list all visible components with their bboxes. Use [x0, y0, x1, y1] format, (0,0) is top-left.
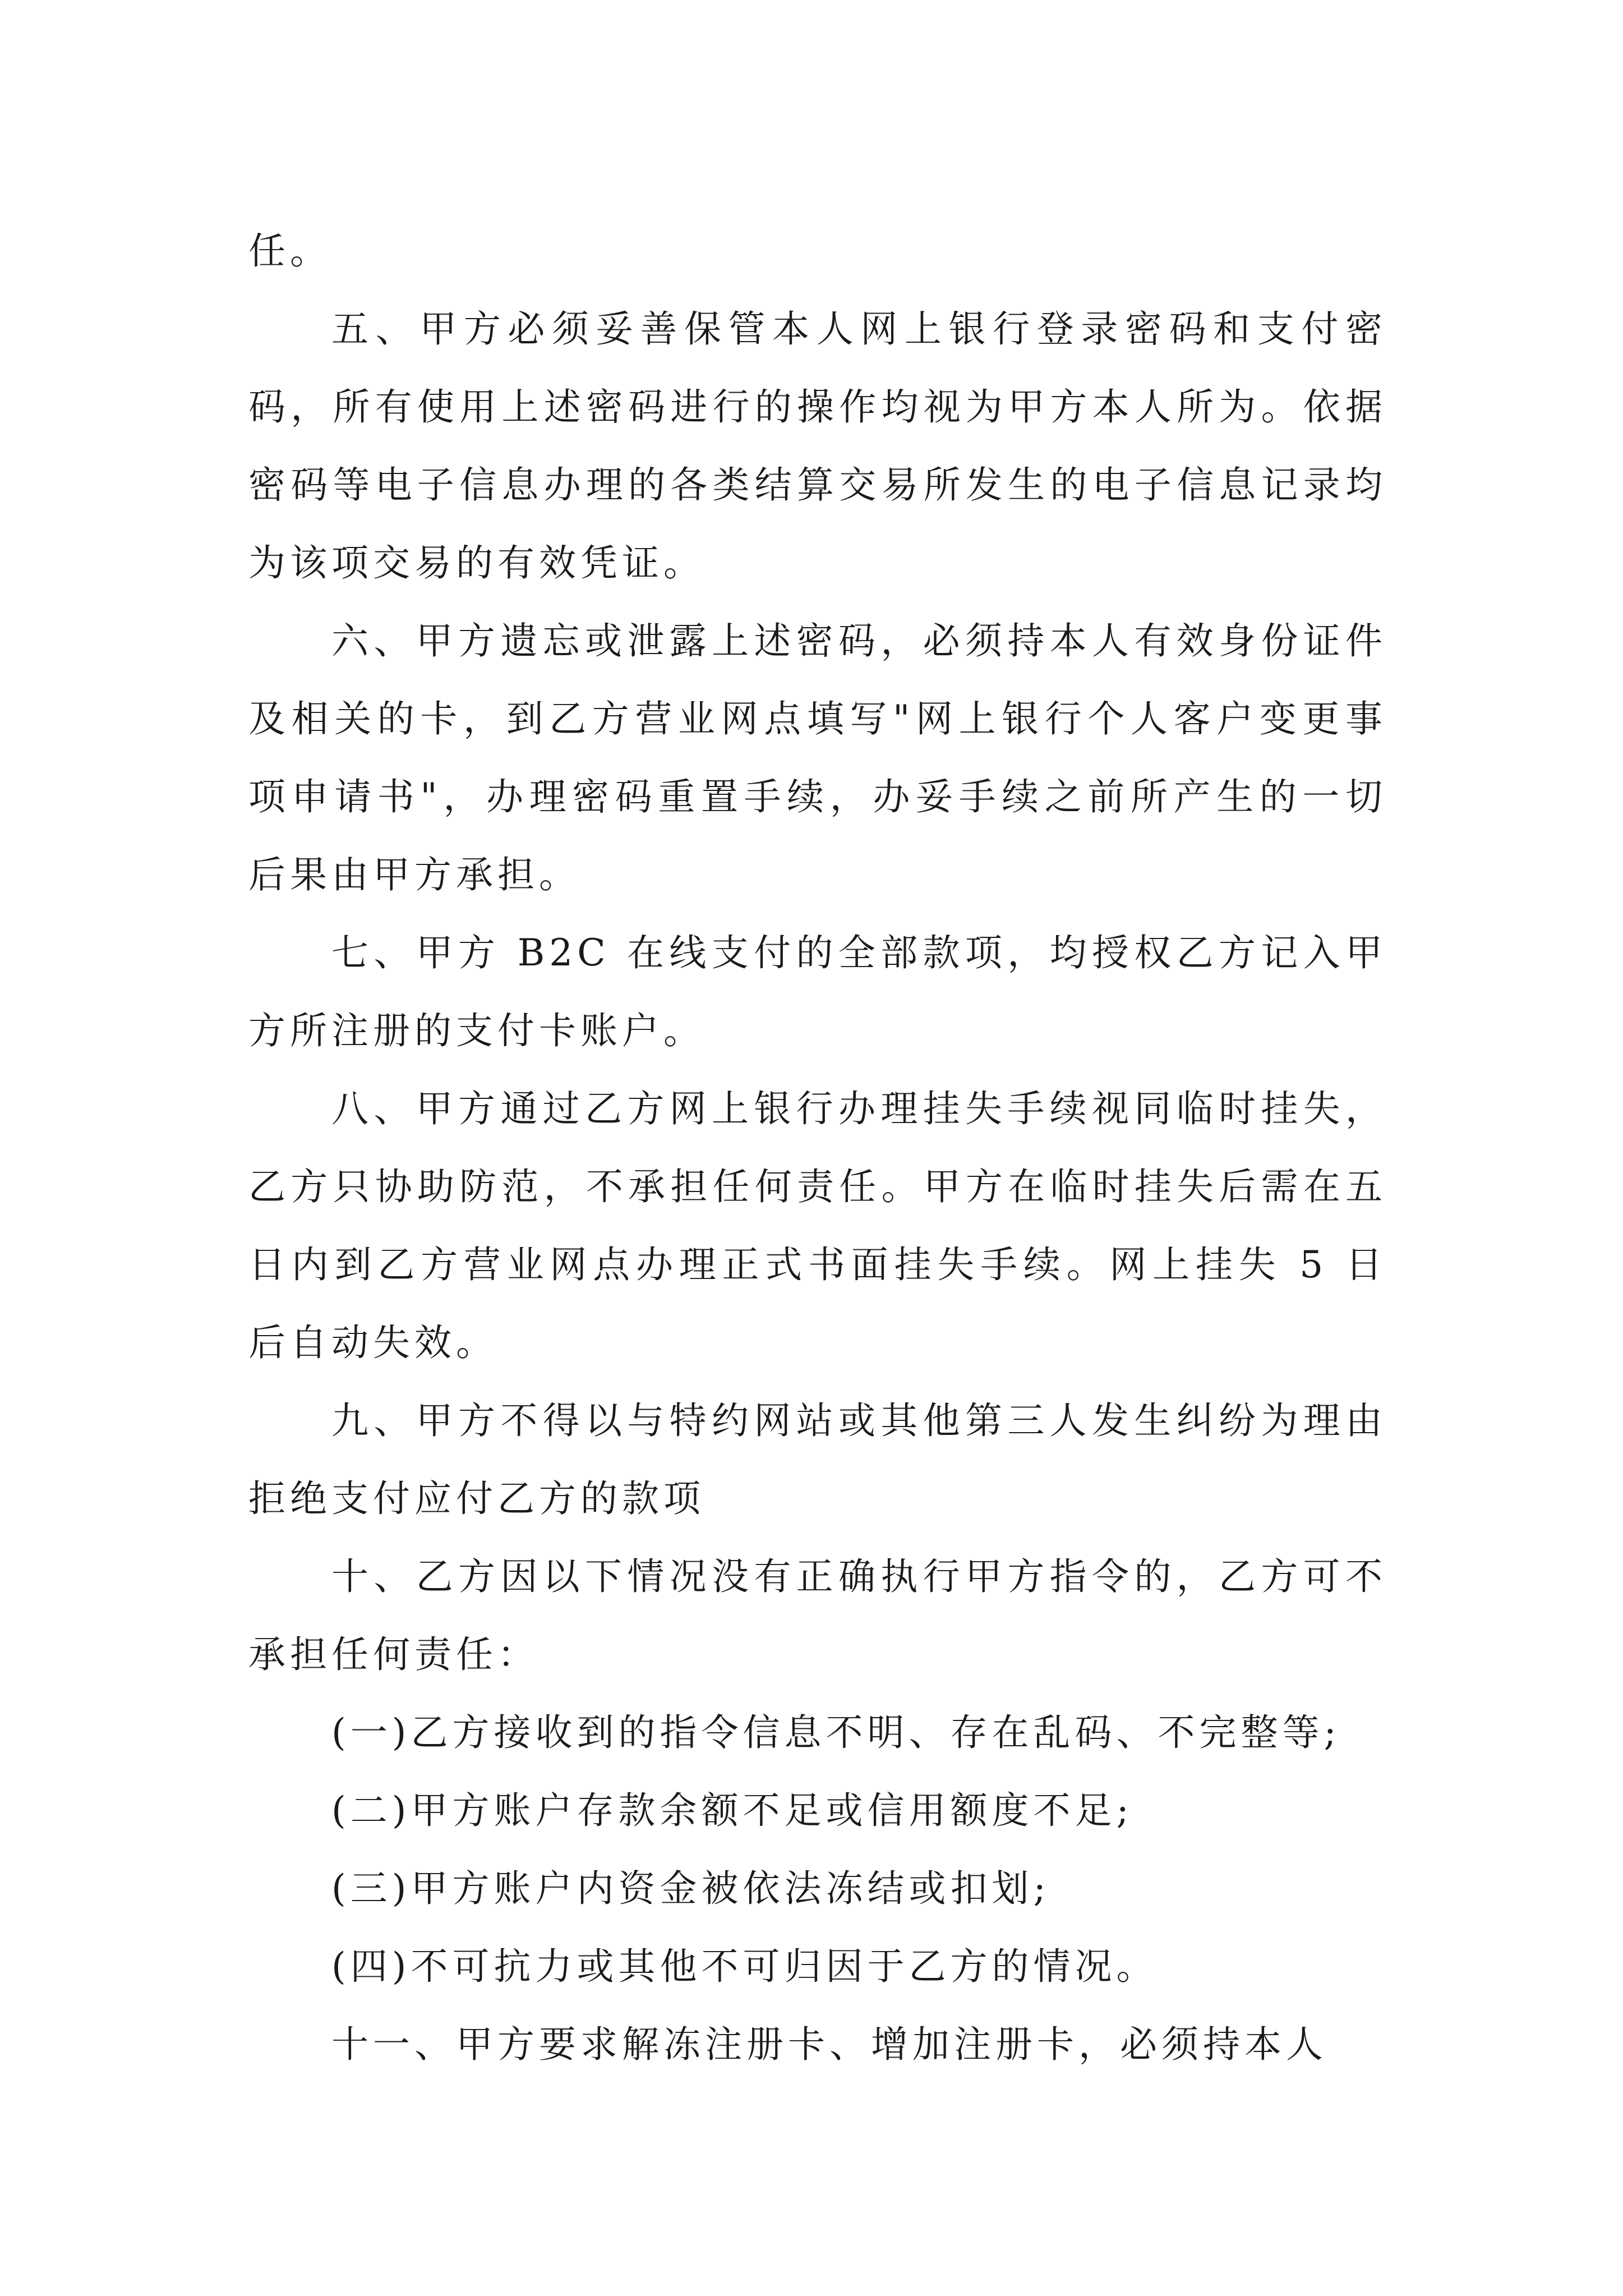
paragraph-continuation: 任。 [248, 229, 331, 273]
clause-11: 十一、甲方要求解冻注册卡、增加注册卡，必须持本人 [331, 2023, 1327, 2066]
clause-9: 九、甲方不得以与特约网站或其他第三人发生纠纷为理由拒绝支付应付乙方的款项 [248, 1399, 1387, 1520]
document-page [248, 212, 1387, 2119]
clause-8: 八、甲方通过乙方网上银行办理挂失手续视同临时挂失，乙方只协助防范，不承担任何责任。甲方在临时挂失后需在五日内到乙方营业网点办理正式书面挂失手续。网上挂失 5 日后自动失效。 [248, 1087, 1387, 1364]
clause-7: 七、甲方 B2C 在线支付的全部款项，均授权乙方记入甲方所注册的支付卡账户。 [248, 931, 1387, 1052]
clause-10-item-1: (一)乙方接收到的指令信息不明、存在乱码、不完整等; [331, 1711, 1341, 1754]
clause-6: 六、甲方遗忘或泄露上述密码，必须持本人有效身份证件及相关的卡，到乙方营业网点填写"网上银行个人客户变更事项申请书"，办理密码重置手续，办妥手续之前所产生的一切后果由甲方承担。 [248, 619, 1387, 896]
clause-5: 五、甲方必须妥善保管本人网上银行登录密码和支付密码，所有使用上述密码进行的操作均视为甲方本人所为。依据密码等电子信息办理的各类结算交易所发生的电子信息记录均为该项交易的有效凭证。 [248, 307, 1387, 585]
clause-10-item-2: (二)甲方账户存款余额不足或信用额度不足; [331, 1789, 1133, 1832]
clause-10-item-4: (四)不可抗力或其他不可归因于乙方的情况。 [331, 1945, 1158, 1988]
clause-10: 十、乙方因以下情况没有正确执行甲方指令的，乙方可不承担任何责任： [248, 1555, 1387, 1676]
clause-10-item-3: (三)甲方账户内资金被依法冻结或扣划; [331, 1867, 1050, 1910]
